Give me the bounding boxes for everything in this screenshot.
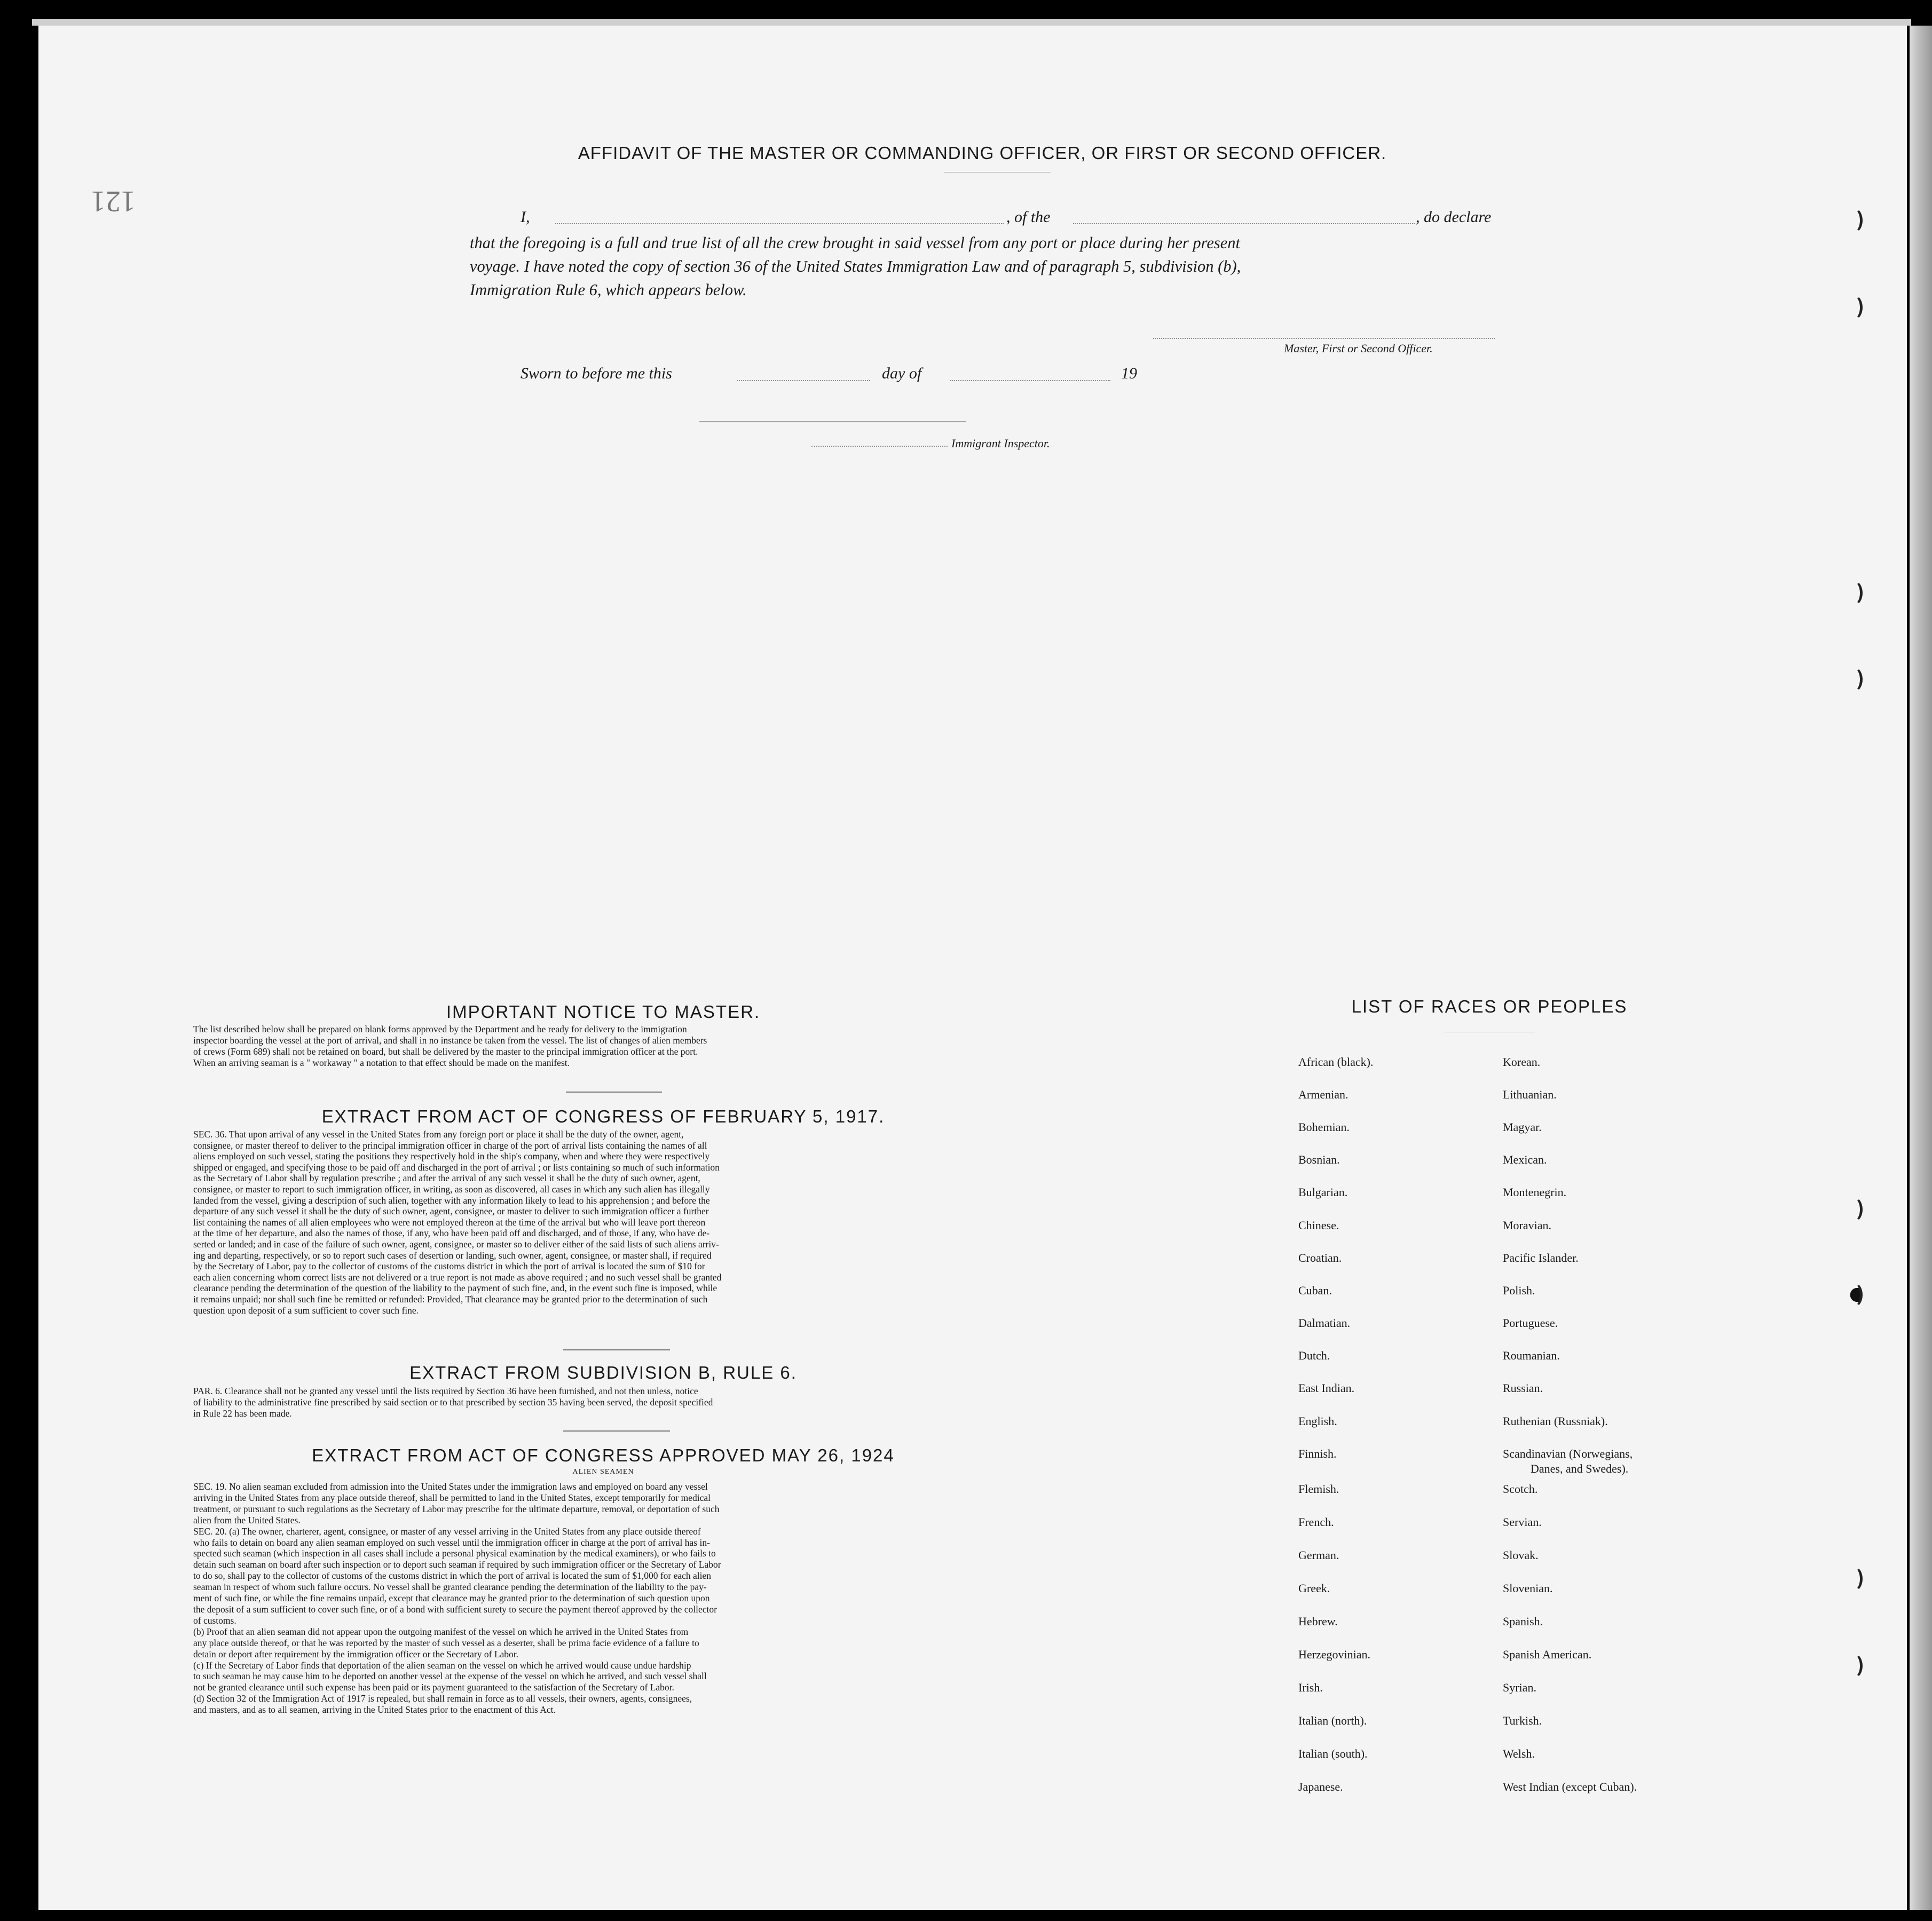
- race-item-continuation: Danes, and Swedes).: [1531, 1462, 1629, 1475]
- race-item: Cuban.: [1298, 1284, 1332, 1297]
- race-item: Slovenian.: [1503, 1582, 1553, 1595]
- race-item: Spanish American.: [1503, 1648, 1592, 1661]
- binder-hole: [1846, 1283, 1863, 1307]
- act1917-line: SEC. 36. That upon arrival of any vessel in the United States from any foreign port or place it shall be the duty of the owner, agent,: [193, 1129, 684, 1140]
- vessel-blank[interactable]: [1073, 223, 1415, 224]
- act1924-line: seaman in respect of whom such failure occurs. No vessel shall be granted clearance pending the determination of the liability to the pay-: [193, 1582, 707, 1593]
- act1924-line: the deposit of a sum sufficient to cover such fine, or of a bond with sufficient surety to secure the payment thereof approved by the collector: [193, 1603, 717, 1615]
- race-item: Magyar.: [1503, 1120, 1542, 1134]
- act1917-body: [193, 1129, 1010, 1316]
- race-item: Roumanian.: [1503, 1349, 1560, 1362]
- race-item: Dalmatian.: [1298, 1316, 1351, 1330]
- sworn-year: 19: [1121, 365, 1137, 382]
- act1924-line: to do so, shall pay to the collector of customs of the customs district in which the port of arrival is located the sum of $1,000 for each alien: [193, 1570, 712, 1582]
- affidavit-of-the: , of the: [1006, 208, 1051, 226]
- race-item: Irish.: [1298, 1681, 1323, 1694]
- act1917-line: landed from the vessel, giving a description of such alien, together with any information likely to lead to his apprehension ; and before the: [193, 1195, 710, 1206]
- race-item: Moravian.: [1503, 1219, 1552, 1232]
- act1924-line: not be granted clearance until such expense has been paid or its payment guaranteed to the satisfaction of the Secretary of Labor.: [193, 1682, 674, 1693]
- notice-rule: [566, 1092, 662, 1093]
- race-item: Hebrew.: [1298, 1615, 1338, 1628]
- race-item: Korean.: [1503, 1055, 1541, 1069]
- act1917-line: serted or landed; and in case of the failure of such owner, agent, consignee, or master so to deliver either of the said lists of such aliens arriv-: [193, 1238, 719, 1250]
- race-item: Greek.: [1298, 1582, 1330, 1595]
- race-item: Bosnian.: [1298, 1153, 1340, 1166]
- race-item: Lithuanian.: [1503, 1088, 1557, 1101]
- binder-hole: [1846, 1197, 1863, 1222]
- race-item: Mexican.: [1503, 1153, 1547, 1166]
- act1924-subtitle: ALIEN SEAMEN: [572, 1468, 634, 1476]
- act1924-line: SEC. 20. (a) The owner, charterer, agent, consignee, or master of any vessel arriving in the United States from any place outside thereof: [193, 1525, 701, 1537]
- rule6-title: EXTRACT FROM SUBDIVISION B, RULE 6.: [409, 1363, 797, 1382]
- race-item: Japanese.: [1298, 1780, 1343, 1793]
- race-item: German.: [1298, 1548, 1339, 1562]
- page-stack-edge: [32, 19, 1911, 26]
- act1924-line: SEC. 19. No alien seaman excluded from admission into the United States under the immigration laws and employed on board any vessel: [193, 1481, 708, 1492]
- race-item: Pacific Islander.: [1503, 1251, 1579, 1264]
- binder-hole: [1846, 1654, 1863, 1678]
- act1924-line: (d) Section 32 of the Immigration Act of 1917 is repealed, but shall remain in force as to all vessels, their owners, agents, consignees,: [193, 1693, 692, 1704]
- act1924-line: alien from the United States.: [193, 1514, 301, 1525]
- race-item: Portuguese.: [1503, 1316, 1558, 1330]
- race-item: Syrian.: [1503, 1681, 1536, 1694]
- sworn-prefix: Sworn to before me this: [521, 365, 672, 382]
- margin-page-number: 121: [91, 185, 136, 218]
- act1917-line: departure of any such vessel it shall be the duty of such owner, agent, consignee, or master to deliver to such immigration officer a further: [193, 1206, 709, 1217]
- race-item: Italian (north).: [1298, 1714, 1367, 1727]
- race-item: Scotch.: [1503, 1482, 1538, 1496]
- sworn-month-blank[interactable]: [950, 380, 1110, 381]
- act1924-body: [193, 1481, 1010, 1716]
- act1917-line: list containing the names of all alien employees who were not employed thereon at the time of the arrival but who will leave port thereon: [193, 1216, 706, 1228]
- race-item: Herzegovinian.: [1298, 1648, 1370, 1661]
- act1917-line: at the time of her departure, and also the names of those, if any, who have been paid off and discharged, and of those, if any, who have de-: [193, 1228, 710, 1239]
- act1917-line: consignee, or master to report to such immigration officer, in writing, as soon as discovered, all cases in which any such alien has illegally: [193, 1183, 710, 1195]
- page-edge: [1910, 26, 1932, 1910]
- race-item: Flemish.: [1298, 1482, 1339, 1496]
- act1924-line: detain or deport after requirement by the immigration officer or the Secretary of Labor.: [193, 1648, 519, 1659]
- act1917-title: EXTRACT FROM ACT OF CONGRESS OF FEBRUARY 5, 1917.: [321, 1106, 885, 1126]
- act1924-line: who fails to detain on board any alien seaman employed on such vessel until the immigration officer in charge at the port of arrival has in-: [193, 1537, 710, 1548]
- sworn-day-blank[interactable]: [737, 380, 870, 381]
- race-item: Polish.: [1503, 1284, 1535, 1297]
- race-item: Italian (south).: [1298, 1747, 1368, 1760]
- races-title: LIST OF RACES OR PEOPLES: [1351, 997, 1628, 1016]
- race-item: Scandinavian (Norwegians,: [1503, 1447, 1633, 1460]
- inspector-stamp-line: [699, 421, 966, 422]
- notice-line: When an arriving seaman is a " workaway " a notation to that effect should be made on the manifest.: [193, 1057, 570, 1068]
- act1917-line: consignee, or master thereof to deliver to the principal immigration officer in charge of the port of arrival lists containing the names of all: [193, 1140, 707, 1151]
- race-item: Welsh.: [1503, 1747, 1535, 1760]
- race-item: Dutch.: [1298, 1349, 1330, 1362]
- act1924-line: ment of such fine, or while the fine remains unpaid, except that clearance may be granted prior to the determination of such question upon: [193, 1593, 710, 1604]
- race-item: Bohemian.: [1298, 1120, 1350, 1134]
- name-blank[interactable]: [555, 223, 1004, 224]
- act1924-line: spected such seaman (which inspection in all cases shall include a personal physical examination by the medical examiners), or who fails to: [193, 1548, 716, 1559]
- rule6-body: [193, 1386, 1010, 1419]
- rule6-line: PAR. 6. Clearance shall not be granted any vessel until the lists required by Section 36 have been furnished, and not then unless, notice: [193, 1386, 698, 1396]
- race-item: Chinese.: [1298, 1219, 1339, 1232]
- officer-signature-caption: Master, First or Second Officer.: [1284, 342, 1433, 355]
- act1917-line: question upon deposit of a sum sufficient to cover such fine.: [193, 1305, 419, 1316]
- rule6-line: of liability to the administrative fine prescribed by said section or to that prescribed by section 35 having been served, the deposit specified: [193, 1397, 713, 1408]
- race-item: Russian.: [1503, 1381, 1543, 1395]
- notice-line: inspector boarding the vessel at the port of arrival, and shall in no instance be taken from the vessel. The list of changes of alien members: [193, 1035, 707, 1046]
- notice-title: IMPORTANT NOTICE TO MASTER.: [446, 1002, 761, 1022]
- inspector-signature-line[interactable]: [811, 446, 948, 447]
- race-item: English.: [1298, 1414, 1337, 1428]
- rule6-rule: [563, 1430, 670, 1432]
- affidavit-statement-line: voyage. I have noted the copy of section 36 of the United States Immigration Law and of paragraph 5, subdivision (b),: [470, 257, 1241, 275]
- race-item: West Indian (except Cuban).: [1503, 1780, 1637, 1793]
- act1917-line: it remains unpaid; nor shall such fine be remitted or refunded: Provided, That clearance may be granted prior to the determination of such: [193, 1293, 708, 1305]
- act1917-line: as the Secretary of Labor shall by regulation prescribe ; and after the arrival of any such vessel it shall be the duty of such owner, agent,: [193, 1173, 700, 1184]
- act1924-line: detain such seaman on board after such inspection or to deport such seaman if required by such immigration officer or the Secretary of Labor: [193, 1559, 721, 1570]
- binder-hole: [1846, 208, 1863, 233]
- race-item: Slovak.: [1503, 1548, 1539, 1562]
- race-item: Croatian.: [1298, 1251, 1342, 1264]
- act1924-line: (c) If the Secretary of Labor finds that deportation of the alien seaman on the vessel on which he arrived would cause undue hardship: [193, 1659, 691, 1671]
- act1924-line: of customs.: [193, 1615, 236, 1626]
- affidavit-i: I,: [521, 208, 530, 226]
- act1917-line: shipped or engaged, and specifying those to be paid off and discharged in the port of arrival ; or lists containing so much of such information: [193, 1161, 720, 1173]
- race-item: Montenegrin.: [1503, 1185, 1567, 1199]
- act1917-line: each alien concerning whom correct lists are not delivered or a true report is not made as above required ; and no such vessel shall be granted: [193, 1271, 722, 1283]
- act1924-line: (b) Proof that an alien seaman did not appear upon the outgoing manifest of the vessel on which he arrived in the United States from: [193, 1626, 689, 1637]
- act1917-line: clearance pending the determination of the question of the liability to the payment of such fine, and, in the event such fine is imposed, while: [193, 1283, 717, 1294]
- inspector-caption: Immigrant Inspector.: [951, 437, 1050, 450]
- affidavit-statement-line: Immigration Rule 6, which appears below.: [470, 281, 747, 299]
- act1917-line: by the Secretary of Labor, pay to the collector of customs of the customs district in which the port of arrival is located the sum of $10 for: [193, 1261, 705, 1272]
- race-item: East Indian.: [1298, 1381, 1355, 1395]
- act1924-line: any place outside thereof, or that he was reported by the master of such vessel as a deserter, shall be prima facie evidence of a failure to: [193, 1637, 699, 1648]
- act1917-line: aliens employed on such vessel, stating the positions they respectively hold in the ship's company, when and where they were respectively: [193, 1151, 710, 1162]
- race-item: Spanish.: [1503, 1615, 1543, 1628]
- act1924-line: to such seaman he may cause him to be deported on another vessel at the expense of the vessel on which he arrived, and such vessel shall: [193, 1671, 707, 1682]
- race-item: Armenian.: [1298, 1088, 1349, 1101]
- notice-line: of crews (Form 689) shall not be retained on board, but shall be delivered by the master to the principal immigration officer at the port.: [193, 1046, 698, 1057]
- act1917-line: ing and departing, respectively, or so to report such cases of desertion or landing, such owner, agent, consignee, or master shall, if required: [193, 1250, 712, 1261]
- binder-hole: [1846, 581, 1863, 605]
- act1924-line: arriving in the United States from any place outside thereof, shall be permitted to land in the United States, except temporarily for medical: [193, 1492, 711, 1503]
- act1924-line: and masters, and as to all seamen, arriving in the United States prior to the enactment of this Act.: [193, 1704, 556, 1716]
- race-item: Finnish.: [1298, 1447, 1337, 1460]
- race-item: African (black).: [1298, 1055, 1374, 1069]
- binder-hole: [1846, 1567, 1863, 1591]
- sworn-day-of: day of: [882, 365, 922, 382]
- affidavit-do-declare: , do declare: [1416, 208, 1492, 226]
- race-item: French.: [1298, 1515, 1334, 1529]
- affidavit-title: AFFIDAVIT OF THE MASTER OR COMMANDING OFFICER, OR FIRST OR SECOND OFFICER.: [578, 143, 1387, 163]
- rule6-line: in Rule 22 has been made.: [193, 1408, 292, 1419]
- act1924-line: treatment, or pursuant to such regulations as the Secretary of Labor may prescribe for the ultimate departure, removal, or deportation of such: [193, 1503, 720, 1514]
- act1917-rule: [563, 1349, 670, 1350]
- race-item: Turkish.: [1503, 1714, 1542, 1727]
- notice-line: The list described below shall be prepared on blank forms approved by the Department and be ready for delivery to the immigration: [193, 1024, 687, 1034]
- race-item: Servian.: [1503, 1515, 1542, 1529]
- affidavit-statement-line: that the foregoing is a full and true list of all the crew brought in said vessel from any port or place during her present: [470, 234, 1241, 252]
- binder-hole: [1846, 667, 1863, 692]
- binder-hole: [1846, 295, 1863, 320]
- race-item: Ruthenian (Russniak).: [1503, 1414, 1608, 1428]
- race-item: Bulgarian.: [1298, 1185, 1348, 1199]
- notice-body: [193, 1024, 1010, 1069]
- officer-signature-line[interactable]: [1153, 338, 1495, 339]
- act1924-title: EXTRACT FROM ACT OF CONGRESS APPROVED MAY 26, 1924: [312, 1445, 895, 1465]
